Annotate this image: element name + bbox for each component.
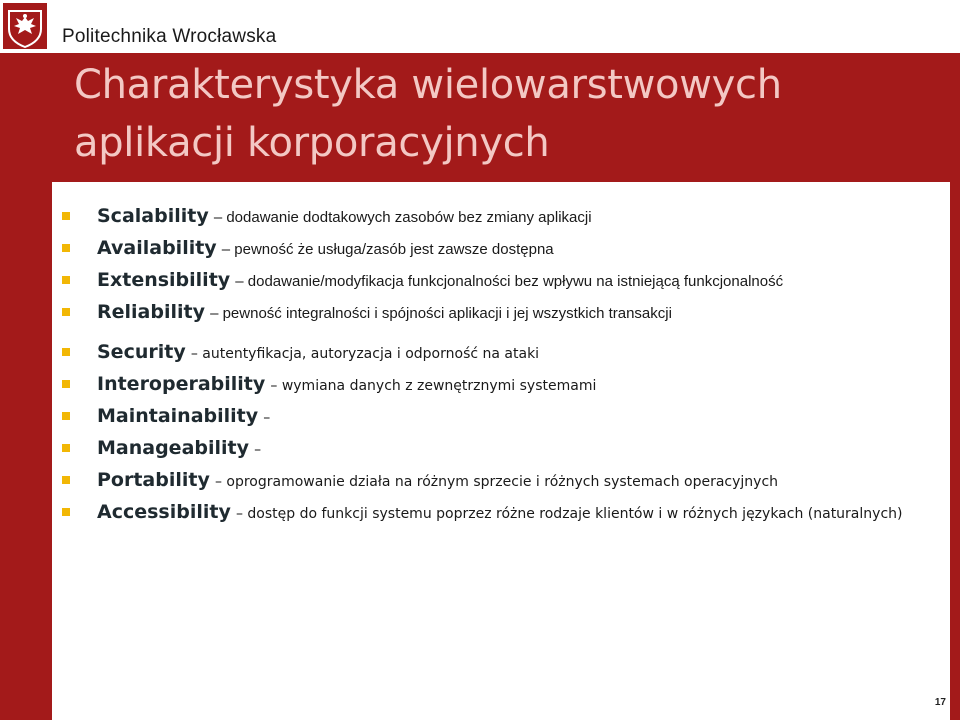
bullet-square-icon (62, 244, 70, 252)
page-number: 17 (934, 697, 946, 708)
bullet-square-icon (62, 212, 70, 220)
bullet-term: Security (97, 341, 186, 363)
list-item (60, 200, 940, 232)
list-item (60, 368, 940, 400)
bullet-term: Portability (97, 469, 210, 491)
bullet-description: – dodawanie/modyfikacja funkcjonalności bez wpływu na istniejącą funkcjonalność (235, 273, 784, 290)
list-item (60, 336, 940, 368)
bullet-description: – dostęp do funkcji systemu poprzez różne rodzaje klientów i w różnych językach (naturalnych) (235, 506, 903, 522)
bullet-square-icon (62, 444, 70, 452)
bullet-list-secondary (60, 336, 940, 524)
slide-content (60, 200, 940, 524)
right-brand-stripe (950, 53, 960, 720)
bullet-description: – oprogramowanie działa na różnym sprzecie i różnych systemach operacyjnych (214, 474, 779, 490)
bullet-term: Scalability (97, 205, 209, 227)
list-item (60, 264, 940, 296)
university-name: Politechnika Wrocławska (62, 26, 277, 47)
bullet-term: Availability (97, 237, 217, 259)
bullet-term: Maintainability (97, 405, 259, 427)
bullet-term: Interoperability (97, 373, 266, 395)
bullet-list-primary (60, 200, 940, 328)
bullet-square-icon (62, 380, 70, 388)
list-item (60, 432, 940, 464)
bullet-description: – autentyfikacja, autoryzacja i odporność na ataki (190, 346, 540, 362)
eagle-crest-icon (3, 3, 47, 49)
bullet-description: – dodawanie dodtakowych zasobów bez zmiany aplikacji (213, 209, 592, 226)
header-bar (0, 0, 960, 53)
list-item (60, 232, 940, 264)
list-item (60, 400, 940, 432)
bullet-description: – pewność że usługa/zasób jest zawsze dostępna (221, 241, 554, 258)
bullet-description: – pewność integralności i spójności aplikacji i jej wszystkich transakcji (210, 305, 672, 322)
bullet-square-icon (62, 476, 70, 484)
list-item (60, 296, 940, 328)
bullet-term: Reliability (97, 301, 205, 323)
bullet-description: – (263, 410, 271, 426)
bullet-square-icon (62, 276, 70, 284)
bullet-term: Accessibility (97, 501, 231, 523)
bullet-square-icon (62, 508, 70, 516)
bullet-description: – (254, 442, 262, 458)
bullet-square-icon (62, 348, 70, 356)
bullet-term: Manageability (97, 437, 249, 459)
list-item (60, 496, 940, 524)
bullet-term: Extensibility (97, 269, 231, 291)
left-brand-stripe (0, 53, 52, 720)
bullet-square-icon (62, 308, 70, 316)
slide-title: Charakterystyka wielowarstwowych aplikacji korporacyjnych (74, 62, 782, 166)
bullet-description: – wymiana danych z zewnętrznymi systemami (270, 378, 597, 394)
bullet-square-icon (62, 412, 70, 420)
list-item (60, 464, 940, 496)
